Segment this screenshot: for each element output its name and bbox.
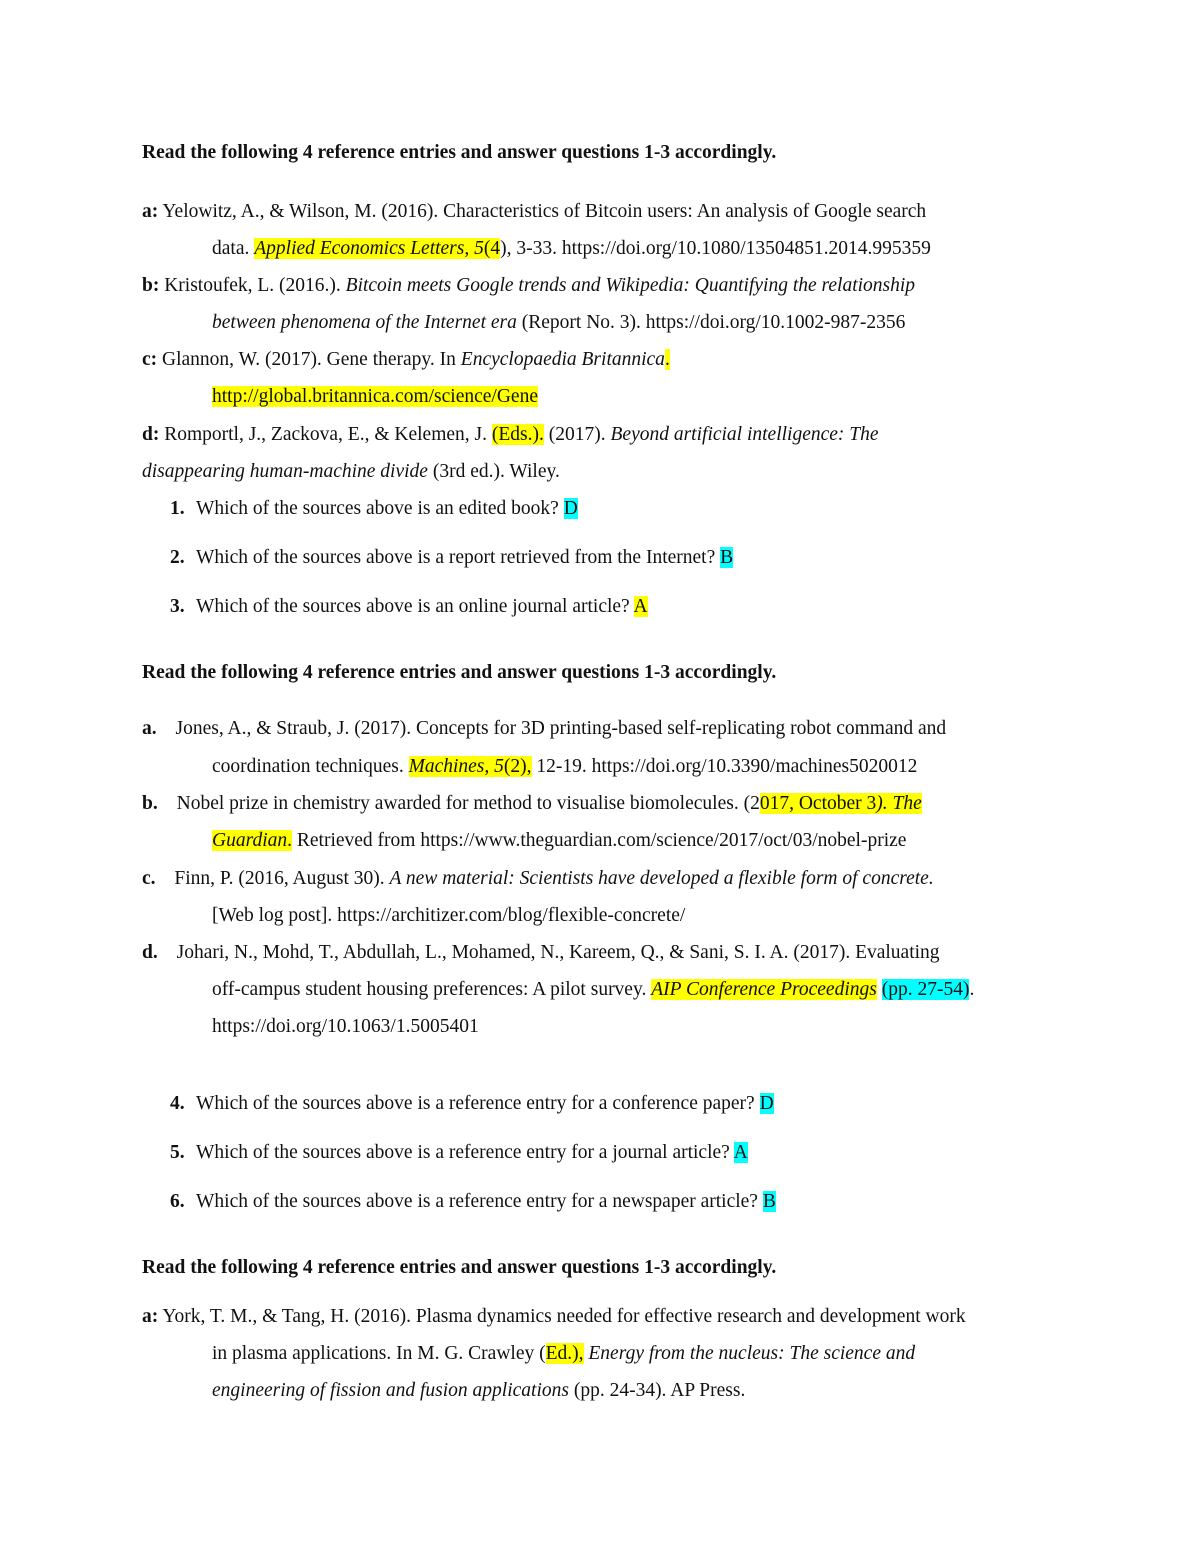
entry-text: data.	[212, 238, 255, 259]
proceedings-title: AIP Conference Proceedings	[651, 979, 877, 1000]
question-text: Which of the sources above is an edited book?	[196, 498, 564, 519]
answer-highlight: B	[762, 1191, 776, 1212]
reference-entry-b	[142, 791, 922, 817]
book-title: Beyond artificial intelligence: The	[610, 424, 879, 445]
entry-text: York, T. M., & Tang, H. (2016). Plasma dynamics needed for effective research and development work	[162, 1306, 966, 1327]
entry-label: c.	[142, 868, 156, 889]
date-highlight: 017, October 3	[759, 793, 877, 814]
question-6	[170, 1189, 776, 1215]
question-text: Which of the sources above is a reference entry for a journal article?	[196, 1142, 734, 1163]
entry-text: off-campus student housing preferences: A pilot survey.	[212, 979, 652, 1000]
question-number: 5.	[170, 1142, 185, 1163]
question-5	[170, 1140, 748, 1166]
section-heading: Read the following 4 reference entries and answer questions 1-3 accordingly.	[142, 142, 777, 163]
reference-entry-a-cont	[212, 236, 931, 262]
entry-text: coordination techniques.	[212, 756, 409, 777]
reference-entry-d-cont	[212, 977, 974, 1003]
section-heading: Read the following 4 reference entries and answer questions 1-3 accordingly.	[142, 1257, 777, 1278]
reference-entry-d-cont2	[212, 1014, 479, 1040]
answer-highlight: A	[633, 596, 648, 617]
question-number: 6.	[170, 1191, 185, 1212]
punctuation: .	[664, 349, 670, 370]
entry-text: Romportl, J., Zackova, E., & Kelemen, J.	[164, 424, 492, 445]
question-2	[170, 545, 733, 571]
entry-text: (3rd ed.). Wiley.	[427, 461, 560, 482]
reference-entry-b-cont	[212, 828, 906, 854]
report-title: Bitcoin meets Google trends and Wikipedia: Quantifying the relationship	[345, 275, 916, 296]
reference-entry-c-cont	[212, 384, 538, 410]
entry-text: Retrieved from https://www.theguardian.com/science/2017/oct/03/nobel-prize	[292, 830, 907, 851]
reference-entry-b-cont	[212, 310, 905, 336]
question-1	[170, 496, 578, 522]
book-title: disappearing human-machine divide	[142, 461, 428, 482]
entry-url: https://doi.org/10.1063/1.5005401	[212, 1016, 479, 1037]
question-text: Which of the sources above is an online journal article?	[196, 596, 634, 617]
punctuation: .	[969, 979, 975, 1000]
pages-highlight: (pp. 27-54)	[881, 979, 970, 1000]
editors-marker: (Eds.).	[491, 424, 544, 445]
reference-entry-c	[142, 866, 934, 892]
reference-entry-a-cont	[212, 1341, 915, 1367]
entry-label: b:	[142, 275, 160, 296]
entry-text: Yelowitz, A., & Wilson, M. (2016). Characteristics of Bitcoin users: An analysis of Google search	[162, 201, 927, 222]
entry-label: a:	[142, 201, 159, 222]
entry-label: a.	[142, 718, 157, 739]
reference-entry-d	[142, 940, 940, 966]
entry-text	[877, 979, 882, 1000]
reference-entry-d-cont	[142, 459, 560, 485]
entry-text: (2017).	[543, 424, 611, 445]
newspaper-title: ). The	[876, 793, 922, 814]
encyclopedia-title: Encyclopaedia Britannica	[460, 349, 665, 370]
question-number: 1.	[170, 498, 185, 519]
entry-text: [Web log post]. https://architizer.com/blog/flexible-concrete/	[212, 905, 686, 926]
entry-label: d.	[142, 942, 158, 963]
post-title: A new material: Scientists have developed a flexible form of concrete.	[389, 868, 934, 889]
journal-title: Applied Economics Letters,	[254, 238, 475, 259]
issue: (4	[483, 238, 501, 259]
entry-text: (Report No. 3). https://doi.org/10.1002-987-2356	[516, 312, 906, 333]
reference-entry-a-cont	[212, 754, 917, 780]
book-title: Energy from the nucleus: The science and	[588, 1343, 916, 1364]
entry-text: Glannon, W. (2017). Gene therapy. In	[162, 349, 461, 370]
entry-text: 12-19. https://doi.org/10.3390/machines5020012	[531, 756, 918, 777]
question-number: 4.	[170, 1093, 185, 1114]
editor-marker: Ed.),	[545, 1343, 584, 1364]
reference-entry-d	[142, 422, 879, 448]
question-number: 3.	[170, 596, 185, 617]
reference-entry-a	[142, 1304, 966, 1330]
entry-url: http://global.britannica.com/science/Gene	[212, 386, 538, 407]
volume: 5	[474, 238, 484, 259]
punctuation: .	[287, 830, 292, 851]
book-title: engineering of fission and fusion applications	[212, 1380, 569, 1401]
newspaper-title: Guardian	[212, 830, 288, 851]
reference-entry-a	[142, 199, 926, 225]
entry-text: (pp. 24-34). AP Press.	[568, 1380, 746, 1401]
entry-label: a:	[142, 1306, 159, 1327]
answer-highlight: D	[563, 498, 578, 519]
entry-label: b.	[142, 793, 158, 814]
entry-text: Kristoufek, L. (2016.).	[164, 275, 346, 296]
section-heading: Read the following 4 reference entries and answer questions 1-3 accordingly.	[142, 662, 777, 683]
reference-entry-a	[142, 716, 946, 742]
entry-text: Jones, A., & Straub, J. (2017). Concepts for 3D printing-based self-replicating robot command and	[175, 718, 947, 739]
answer-highlight: B	[720, 547, 734, 568]
answer-highlight: D	[759, 1093, 774, 1114]
entry-label: d:	[142, 424, 160, 445]
reference-entry-a-cont2	[212, 1378, 745, 1404]
question-text: Which of the sources above is a reference entry for a conference paper?	[196, 1093, 760, 1114]
question-4	[170, 1091, 774, 1117]
issue: (2),	[503, 756, 532, 777]
question-3	[170, 594, 648, 620]
question-number: 2.	[170, 547, 185, 568]
entry-text: Nobel prize in chemistry awarded for method to visualise biomolecules. (2	[176, 793, 760, 814]
reference-entry-c-cont	[212, 903, 685, 929]
question-text: Which of the sources above is a report retrieved from the Internet?	[196, 547, 721, 568]
entry-text: in plasma applications. In M. G. Crawley (	[212, 1343, 546, 1364]
entry-label: c:	[142, 349, 158, 370]
reference-entry-b	[142, 273, 915, 299]
question-text: Which of the sources above is a reference entry for a newspaper article?	[196, 1191, 763, 1212]
answer-highlight: A	[733, 1142, 748, 1163]
report-title: between phenomena of the Internet era	[212, 312, 517, 333]
entry-text: ), 3-33. https://doi.org/10.1080/13504851.2014.995359	[500, 238, 931, 259]
entry-text: Finn, P. (2016, August 30).	[174, 868, 390, 889]
reference-entry-c	[142, 347, 670, 373]
entry-text: Johari, N., Mohd, T., Abdullah, L., Mohamed, N., Kareem, Q., & Sani, S. I. A. (2017). Evaluating	[176, 942, 940, 963]
journal-title: Machines, 5	[408, 756, 504, 777]
